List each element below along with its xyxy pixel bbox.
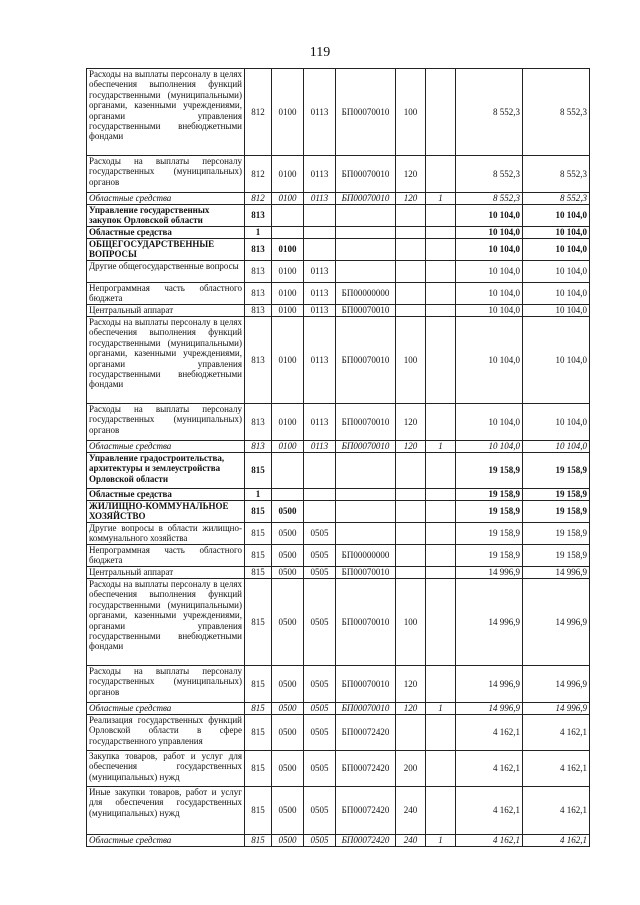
funding-source-cell (426, 283, 456, 305)
amount-cell: 8 552,3 (523, 69, 590, 156)
subsection-code-cell (304, 489, 336, 501)
row-name-cell: ОБЩЕГОСУДАРСТВЕННЫЕ ВОПРОСЫ (87, 239, 245, 261)
funding-source-cell (426, 227, 456, 239)
funding-source-cell (426, 453, 456, 489)
ministry-code-cell: 812 (245, 69, 272, 156)
row-name-cell: Закупка товаров, работ и услуг для обеспечения государственных (муниципальных) нужд (87, 751, 245, 787)
table-row (87, 545, 590, 567)
ministry-code-cell: 815 (245, 787, 272, 835)
table-row (87, 579, 590, 666)
expense-type-cell: 240 (396, 787, 426, 835)
amount-cell: 4 162,1 (523, 787, 590, 835)
row-name-cell: Расходы на выплаты персоналу в целях обеспечения выполнения функций государственными (муниципальными) органами, казенными учреждениями, органами управления государственными внебюджетными фондами (87, 317, 245, 404)
section-code-cell: 0100 (272, 261, 304, 283)
target-article-cell (336, 501, 396, 523)
row-name-cell: Областные средства (87, 835, 245, 847)
funding-source-cell: 1 (426, 835, 456, 847)
funding-source-cell: 1 (426, 703, 456, 715)
amount-cell: 19 158,9 (523, 453, 590, 489)
expense-type-cell: 120 (396, 156, 426, 193)
ministry-code-cell: 815 (245, 835, 272, 847)
amount-cell: 4 162,1 (456, 787, 523, 835)
amount-cell: 8 552,3 (456, 193, 523, 205)
section-code-cell: 0100 (272, 69, 304, 156)
subsection-code-cell: 0505 (304, 751, 336, 787)
subsection-code-cell: 0113 (304, 261, 336, 283)
section-code-cell: 0100 (272, 305, 304, 317)
row-name-cell: Непрограммная часть областного бюджета (87, 283, 245, 305)
expense-type-cell (396, 283, 426, 305)
ministry-code-cell: 815 (245, 715, 272, 751)
expense-type-cell: 120 (396, 666, 426, 703)
table-row (87, 227, 590, 239)
amount-cell: 10 104,0 (523, 404, 590, 441)
table-row (87, 305, 590, 317)
ministry-code-cell: 813 (245, 205, 272, 227)
section-code-cell (272, 453, 304, 489)
row-name-cell: Иные закупки товаров, работ и услуг для обеспечения государственных (муниципальных) нужд (87, 787, 245, 835)
section-code-cell: 0100 (272, 156, 304, 193)
funding-source-cell (426, 239, 456, 261)
amount-cell: 19 158,9 (456, 453, 523, 489)
expense-type-cell (396, 567, 426, 579)
ministry-code-cell: 813 (245, 283, 272, 305)
target-article-cell: БП00072420 (336, 751, 396, 787)
ministry-code-cell: 815 (245, 666, 272, 703)
subsection-code-cell: 0505 (304, 666, 336, 703)
target-article-cell: БП00000000 (336, 545, 396, 567)
amount-cell: 19 158,9 (456, 523, 523, 545)
ministry-code-cell: 815 (245, 567, 272, 579)
amount-cell: 14 996,9 (456, 567, 523, 579)
expense-type-cell (396, 305, 426, 317)
table-row (87, 193, 590, 205)
funding-source-cell (426, 317, 456, 404)
ministry-code-cell: 815 (245, 545, 272, 567)
amount-cell: 10 104,0 (523, 261, 590, 283)
amount-cell: 10 104,0 (523, 239, 590, 261)
section-code-cell: 0500 (272, 545, 304, 567)
ministry-code-cell: 815 (245, 523, 272, 545)
amount-cell: 10 104,0 (456, 283, 523, 305)
funding-source-cell (426, 787, 456, 835)
section-code-cell: 0500 (272, 579, 304, 666)
row-name-cell: Расходы на выплаты персоналу государственных (муниципальных) органов (87, 156, 245, 193)
target-article-cell: БП00070010 (336, 69, 396, 156)
amount-cell: 14 996,9 (456, 579, 523, 666)
expense-type-cell: 100 (396, 69, 426, 156)
table-row (87, 567, 590, 579)
target-article-cell (336, 453, 396, 489)
target-article-cell: БП00070010 (336, 703, 396, 715)
section-code-cell: 0500 (272, 666, 304, 703)
target-article-cell: БП00072420 (336, 715, 396, 751)
funding-source-cell (426, 545, 456, 567)
expense-type-cell: 120 (396, 193, 426, 205)
subsection-code-cell: 0113 (304, 156, 336, 193)
target-article-cell: БП00070010 (336, 317, 396, 404)
target-article-cell: БП00072420 (336, 835, 396, 847)
expense-type-cell (396, 501, 426, 523)
section-code-cell: 0100 (272, 317, 304, 404)
target-article-cell: БП00070010 (336, 193, 396, 205)
amount-cell: 10 104,0 (523, 283, 590, 305)
amount-cell: 4 162,1 (456, 835, 523, 847)
subsection-code-cell: 0113 (304, 404, 336, 441)
amount-cell: 10 104,0 (456, 205, 523, 227)
funding-source-cell (426, 261, 456, 283)
amount-cell: 8 552,3 (523, 156, 590, 193)
funding-source-cell (426, 404, 456, 441)
target-article-cell: БП00070010 (336, 567, 396, 579)
subsection-code-cell: 0113 (304, 441, 336, 453)
amount-cell: 19 158,9 (456, 501, 523, 523)
amount-cell: 14 996,9 (456, 703, 523, 715)
row-name-cell: Центральный аппарат (87, 305, 245, 317)
target-article-cell: БП00070010 (336, 666, 396, 703)
amount-cell: 14 996,9 (523, 666, 590, 703)
section-code-cell (272, 205, 304, 227)
expense-type-cell: 120 (396, 703, 426, 715)
amount-cell: 10 104,0 (523, 305, 590, 317)
amount-cell: 14 996,9 (523, 703, 590, 715)
amount-cell: 19 158,9 (523, 523, 590, 545)
target-article-cell: БП00070010 (336, 404, 396, 441)
subsection-code-cell (304, 227, 336, 239)
expense-type-cell: 120 (396, 404, 426, 441)
section-code-cell: 0100 (272, 239, 304, 261)
row-name-cell: Реализация государственных функций Орловской области в сфере государственного управления (87, 715, 245, 751)
row-name-cell: Расходы на выплаты персоналу в целях обеспечения выполнения функций государственными (муниципальными) органами, казенными учреждениями, органами управления государственными внебюджетными фондами (87, 69, 245, 156)
row-name-cell: ЖИЛИЩНО-КОММУНАЛЬНОЕ ХОЗЯЙСТВО (87, 501, 245, 523)
row-name-cell: Управление государственных закупок Орловской области (87, 205, 245, 227)
funding-source-cell: 1 (426, 441, 456, 453)
row-name-cell: Другие общегосударственные вопросы (87, 261, 245, 283)
ministry-code-cell: 813 (245, 317, 272, 404)
row-name-cell: Областные средства (87, 227, 245, 239)
amount-cell: 4 162,1 (523, 715, 590, 751)
amount-cell: 14 996,9 (523, 567, 590, 579)
target-article-cell: БП00000000 (336, 283, 396, 305)
expense-type-cell (396, 715, 426, 751)
ministry-code-cell: 815 (245, 579, 272, 666)
funding-source-cell (426, 69, 456, 156)
amount-cell: 10 104,0 (523, 205, 590, 227)
ministry-code-cell: 813 (245, 239, 272, 261)
amount-cell: 14 996,9 (456, 666, 523, 703)
table-row (87, 317, 590, 404)
target-article-cell: БП00070010 (336, 579, 396, 666)
section-code-cell: 0500 (272, 715, 304, 751)
target-article-cell (336, 227, 396, 239)
row-name-cell: Областные средства (87, 193, 245, 205)
amount-cell: 10 104,0 (523, 227, 590, 239)
funding-source-cell: 1 (426, 193, 456, 205)
ministry-code-cell: 813 (245, 404, 272, 441)
section-code-cell (272, 489, 304, 501)
target-article-cell: БП00070010 (336, 156, 396, 193)
target-article-cell: БП00070010 (336, 441, 396, 453)
amount-cell: 19 158,9 (456, 545, 523, 567)
funding-source-cell (426, 751, 456, 787)
funding-source-cell (426, 205, 456, 227)
funding-source-cell (426, 156, 456, 193)
subsection-code-cell: 0113 (304, 193, 336, 205)
table-row (87, 156, 590, 193)
target-article-cell (336, 489, 396, 501)
section-code-cell: 0500 (272, 703, 304, 715)
subsection-code-cell (304, 453, 336, 489)
subsection-code-cell: 0505 (304, 567, 336, 579)
target-article-cell: БП00070010 (336, 305, 396, 317)
page-number: 119 (309, 45, 331, 60)
section-code-cell (272, 227, 304, 239)
table-row (87, 751, 590, 787)
ministry-code-cell: 813 (245, 261, 272, 283)
section-code-cell: 0100 (272, 404, 304, 441)
section-code-cell: 0500 (272, 835, 304, 847)
expense-type-cell (396, 489, 426, 501)
row-name-cell: Областные средства (87, 703, 245, 715)
row-name-cell: Расходы на выплаты персоналу в целях обеспечения выполнения функций государственными (муниципальными) органами, казенными учреждениями, органами управления государственными внебюджетными фондами (87, 579, 245, 666)
amount-cell: 10 104,0 (456, 404, 523, 441)
amount-cell: 8 552,3 (523, 193, 590, 205)
expense-type-cell: 100 (396, 579, 426, 666)
expense-type-cell (396, 523, 426, 545)
subsection-code-cell: 0113 (304, 305, 336, 317)
table-row (87, 404, 590, 441)
table-row (87, 703, 590, 715)
amount-cell: 19 158,9 (523, 545, 590, 567)
expense-type-cell: 100 (396, 317, 426, 404)
table-row (87, 787, 590, 835)
ministry-code-cell: 815 (245, 751, 272, 787)
row-name-cell: Центральный аппарат (87, 567, 245, 579)
section-code-cell: 0100 (272, 193, 304, 205)
row-name-cell: Областные средства (87, 441, 245, 453)
subsection-code-cell: 0505 (304, 715, 336, 751)
expense-type-cell (396, 453, 426, 489)
subsection-code-cell: 0113 (304, 69, 336, 156)
amount-cell: 4 162,1 (456, 751, 523, 787)
row-name-cell: Расходы на выплаты персоналу государственных (муниципальных) органов (87, 404, 245, 441)
subsection-code-cell: 0505 (304, 835, 336, 847)
subsection-code-cell: 0505 (304, 787, 336, 835)
section-code-cell: 0500 (272, 787, 304, 835)
budget-table (86, 68, 590, 847)
table-row (87, 205, 590, 227)
table-row (87, 489, 590, 501)
ministry-code-cell: 815 (245, 501, 272, 523)
amount-cell: 10 104,0 (456, 261, 523, 283)
funding-source-cell (426, 501, 456, 523)
funding-source-cell (426, 715, 456, 751)
table-row (87, 261, 590, 283)
table-row (87, 501, 590, 523)
amount-cell: 4 162,1 (523, 751, 590, 787)
target-article-cell (336, 239, 396, 261)
amount-cell: 19 158,9 (523, 489, 590, 501)
section-code-cell: 0500 (272, 501, 304, 523)
amount-cell: 10 104,0 (456, 317, 523, 404)
row-name-cell: Расходы на выплаты персоналу государственных (муниципальных) органов (87, 666, 245, 703)
section-code-cell: 0100 (272, 283, 304, 305)
subsection-code-cell (304, 239, 336, 261)
section-code-cell: 0500 (272, 523, 304, 545)
expense-type-cell (396, 545, 426, 567)
subsection-code-cell: 0505 (304, 703, 336, 715)
table-row (87, 453, 590, 489)
funding-source-cell (426, 489, 456, 501)
amount-cell: 10 104,0 (456, 441, 523, 453)
table-row (87, 715, 590, 751)
table-row (87, 523, 590, 545)
table-row (87, 835, 590, 847)
expense-type-cell: 120 (396, 441, 426, 453)
table-row (87, 239, 590, 261)
expense-type-cell (396, 239, 426, 261)
expense-type-cell (396, 261, 426, 283)
amount-cell: 8 552,3 (456, 156, 523, 193)
amount-cell: 8 552,3 (456, 69, 523, 156)
expense-type-cell (396, 205, 426, 227)
target-article-cell (336, 261, 396, 283)
funding-source-cell (426, 666, 456, 703)
row-name-cell: Непрограммная часть областного бюджета (87, 545, 245, 567)
funding-source-cell (426, 523, 456, 545)
table-row (87, 283, 590, 305)
target-article-cell: БП00072420 (336, 787, 396, 835)
expense-type-cell (396, 227, 426, 239)
amount-cell: 10 104,0 (523, 441, 590, 453)
funding-source-cell (426, 305, 456, 317)
expense-type-cell: 200 (396, 751, 426, 787)
amount-cell: 10 104,0 (456, 227, 523, 239)
table-row (87, 441, 590, 453)
ministry-code-cell: 815 (245, 703, 272, 715)
table-row (87, 666, 590, 703)
row-name-cell: Другие вопросы в области жилищно-коммунального хозяйства (87, 523, 245, 545)
section-code-cell: 0100 (272, 441, 304, 453)
ministry-code-cell: 1 (245, 227, 272, 239)
section-code-cell: 0500 (272, 567, 304, 579)
amount-cell: 4 162,1 (456, 715, 523, 751)
amount-cell: 10 104,0 (523, 317, 590, 404)
amount-cell: 19 158,9 (456, 489, 523, 501)
amount-cell: 10 104,0 (456, 239, 523, 261)
target-article-cell (336, 523, 396, 545)
subsection-code-cell: 0113 (304, 317, 336, 404)
ministry-code-cell: 1 (245, 489, 272, 501)
funding-source-cell (426, 579, 456, 666)
ministry-code-cell: 815 (245, 453, 272, 489)
subsection-code-cell (304, 205, 336, 227)
subsection-code-cell: 0505 (304, 579, 336, 666)
table-body (87, 69, 590, 847)
amount-cell: 4 162,1 (523, 835, 590, 847)
table-row (87, 69, 590, 156)
subsection-code-cell (304, 501, 336, 523)
section-code-cell: 0500 (272, 751, 304, 787)
target-article-cell (336, 205, 396, 227)
ministry-code-cell: 812 (245, 156, 272, 193)
funding-source-cell (426, 567, 456, 579)
subsection-code-cell: 0113 (304, 283, 336, 305)
row-name-cell: Управление градостроительства, архитектуры и землеустройства Орловской области (87, 453, 245, 489)
amount-cell: 19 158,9 (523, 501, 590, 523)
ministry-code-cell: 812 (245, 193, 272, 205)
expense-type-cell: 240 (396, 835, 426, 847)
ministry-code-cell: 813 (245, 441, 272, 453)
amount-cell: 10 104,0 (456, 305, 523, 317)
subsection-code-cell: 0505 (304, 545, 336, 567)
amount-cell: 14 996,9 (523, 579, 590, 666)
subsection-code-cell: 0505 (304, 523, 336, 545)
row-name-cell: Областные средства (87, 489, 245, 501)
ministry-code-cell: 813 (245, 305, 272, 317)
